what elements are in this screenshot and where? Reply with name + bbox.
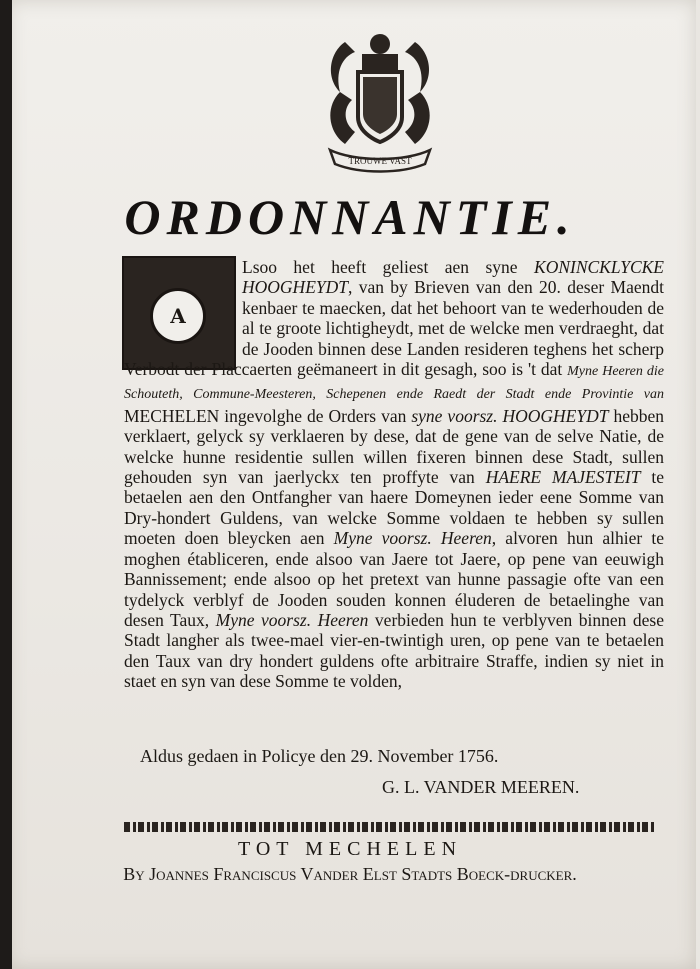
body-text-emphasis: HAERE MAJESTEIT (485, 467, 641, 488)
coat-of-arms-icon (300, 22, 460, 182)
page-edge-shadow (0, 0, 12, 969)
body-text-part: , van by Brieven van den 20. deser Maendt kenbaer te maecken, dat het behoort van te wederhouden de al te groote lichtigheydt, met de welcke men verdraeght, dat de Jooden binnen dese Landen resideren teghens het scherp Verbodt der Placcaerten geëmaneert in dit gesagh, soo is 't dat (124, 277, 664, 380)
signature: G. L. VANDER MEEREN. (382, 777, 580, 797)
initial-letter: A (150, 288, 206, 344)
document-title: ORDONNANTIE. (124, 189, 576, 245)
crest-motto: TROUWE VAST (348, 156, 412, 166)
body-text-part: hebben verklaert, gelyck sy verklaeren by dese, dat de gene van de selve Natie, de welcke hunne residentie sullen willen fixeren binnen dese Stadt, sullen gehouden syn van jaerlyckx ten proffyte van (124, 405, 664, 488)
body-text-emphasis: Myne voorsz. Heeren (333, 528, 492, 549)
body-text-emphasis: Myne voorsz. Heeren (215, 609, 369, 630)
body-text-part: MECHELEN ingevolghe de Orders van (124, 405, 412, 426)
ornamental-divider (124, 822, 654, 832)
date-line: Aldus gedaen in Policye den 29. November 1756. (140, 746, 499, 766)
body-text-emphasis: KONINCKLYCKE HOOGHEYDT (242, 257, 664, 298)
printer-city: TOT MECHELEN (237, 838, 463, 860)
ordinance-body (124, 257, 664, 692)
body-text-emphasis: Myne Heeren die Schouteth, Commune-Meesteren, Schepenen ende Raedt der Stadt ende Provintie van (124, 364, 665, 403)
body-text-part: , alvoren hun alhier te moghen établiceren, ende alsoo van Jaere tot Jaere, op pene van eeuwigh Bannissement; ende alsoo op het pretext van hunne passagie ofte van een tydelyck verblyf de Jooden souden konnen éluderen de betaelinghe van desen Taux, (124, 528, 664, 630)
printer-credit: By Joannes Franciscus Vander Elst Stadts Boeck-drucker. (123, 864, 577, 884)
body-text-part: Lsoo het heeft geliest aen syne (242, 257, 535, 277)
body-text-emphasis: HOOGHEYDT (502, 405, 609, 426)
body-text-emphasis: syne voorsz. (411, 405, 498, 426)
body-text-part: verbieden hun te verblyven binnen dese Stadt langher als twee-mael vier-en-twintigh uren, op pene van te betaelen den Taux van dry hondert guldens ofte arbitraire Straffe, indien sy niet in staet en syn van dese Somme te volden, (124, 609, 664, 692)
body-text-part: te betaelen aen den Ontfangher van haere Domeynen ieder eene Somme van Dry-hondert Guldens, van welcke Somme voldaen te hebben sy sullen moeten doen bleycken aen (124, 467, 664, 549)
